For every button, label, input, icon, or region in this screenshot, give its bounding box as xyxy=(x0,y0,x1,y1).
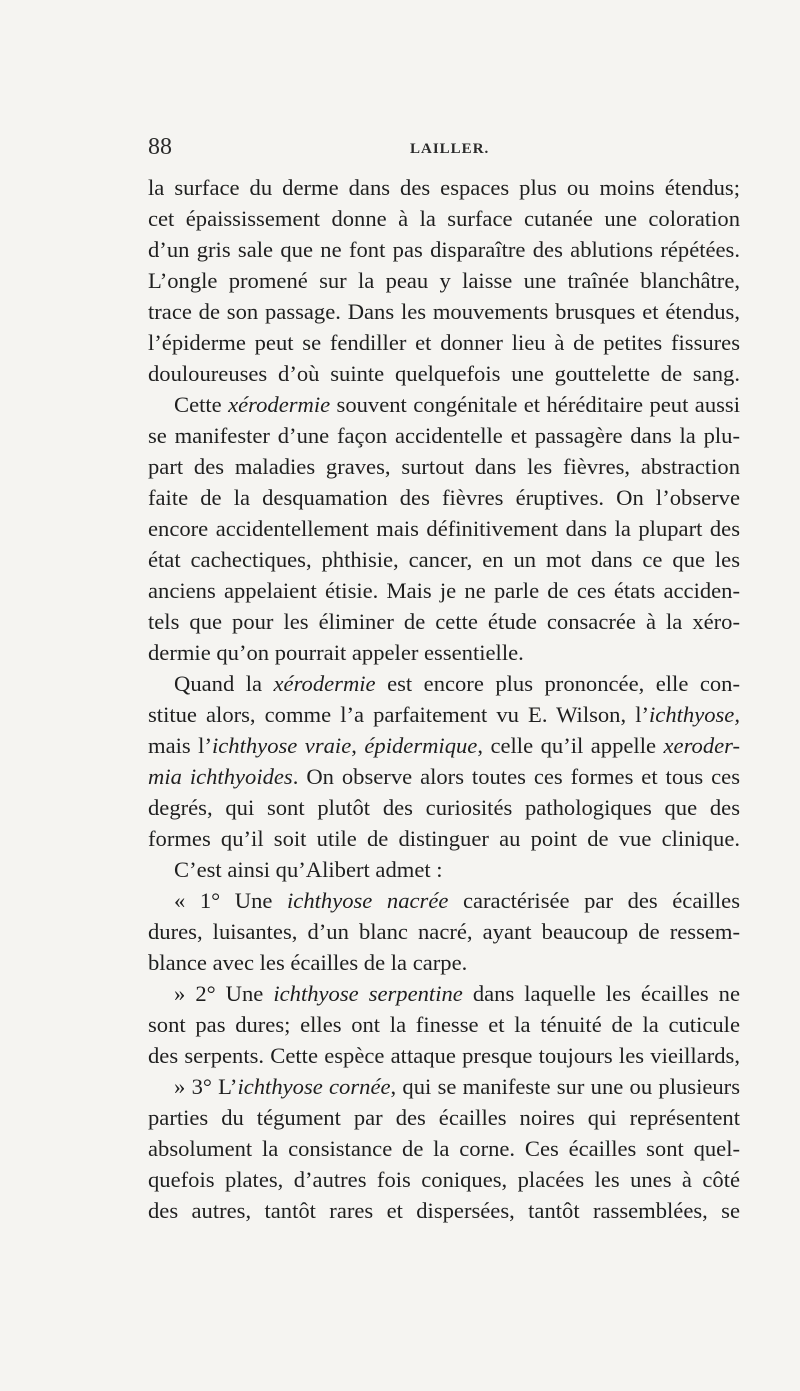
text-line: des serpents. Cette espèce attaque presque toujours les vieillards, xyxy=(148,1043,740,1068)
text-line: l’épiderme peut se fendiller et donner lieu à de petites fissures xyxy=(148,330,740,355)
running-head: LAILLER. xyxy=(410,141,490,157)
text-line xyxy=(148,885,740,916)
text-line: se manifester d’une façon accidentelle et passagère dans la plu- xyxy=(148,423,740,448)
text-line: la surface du derme dans des espaces plus ou moins étendus; xyxy=(148,175,740,200)
text-line: blance avec les écailles de la carpe. xyxy=(148,950,468,975)
text-segment: , xyxy=(351,733,365,758)
text-line: faite de la desquamation des fièvres éruptives. On l’observe xyxy=(148,485,740,510)
text-segment: Cette xyxy=(174,392,229,417)
text-line: tels que pour les éliminer de cette étude consacrée à la xéro- xyxy=(148,609,740,634)
text-line xyxy=(148,668,740,699)
text-segment: dans laquelle les écailles ne xyxy=(462,981,741,1006)
text-line: C’est ainsi qu’Alibert admet : xyxy=(174,857,443,882)
text-segment: « 1° Une xyxy=(174,888,288,913)
page-number: 88 xyxy=(148,134,172,160)
text-segment: » 2° Une xyxy=(174,981,274,1006)
italic-term: ichthyose cornée xyxy=(237,1074,391,1099)
text-segment: , celle qu’il appelle xyxy=(477,733,664,758)
text-line: parties du tégument par des écailles noires qui représentent xyxy=(148,1105,740,1130)
italic-term: xérodermie xyxy=(228,392,331,417)
italic-term: épidermique xyxy=(364,733,478,758)
text-segment: stitue alors, comme l’a parfaitement vu E. Wilson, l’ xyxy=(148,702,650,727)
text-line xyxy=(148,699,740,730)
text-segment: est encore plus prononcée, elle con- xyxy=(375,671,740,696)
text-line: part des maladies graves, surtout dans les fièvres, abstraction xyxy=(148,454,740,479)
text-segment: » 3° L’ xyxy=(174,1074,238,1099)
text-line xyxy=(148,978,740,1009)
text-line: encore accidentellement mais définitivement dans la plupart des xyxy=(148,516,740,541)
text-line: absolument la consistance de la corne. Ces écailles sont quel- xyxy=(148,1136,740,1161)
text-line xyxy=(148,730,740,761)
text-line: cet épaississement donne à la surface cutanée une coloration xyxy=(148,206,740,231)
text-segment: souvent congénitale et héréditaire peut aussi xyxy=(330,392,740,417)
text-line: état cachectiques, phthisie, cancer, en un mot dans ce que les xyxy=(148,547,740,572)
text-segment: . On observe alors toutes ces formes et tous ces xyxy=(292,764,741,789)
body-text xyxy=(148,172,740,1226)
text-line: trace de son passage. Dans les mouvements brusques et étendus, xyxy=(148,299,740,324)
italic-term: xeroder- xyxy=(663,733,741,758)
text-line xyxy=(148,389,740,420)
text-line xyxy=(148,761,740,792)
text-line: sont pas dures; elles ont la finesse et la ténuité de la cuticule xyxy=(148,1012,740,1037)
italic-term: mia ichthyoides xyxy=(148,764,293,789)
text-line: formes qu’il soit utile de distinguer au point de vue clinique. xyxy=(148,826,740,851)
text-line: degrés, qui sont plutôt des curiosités pathologiques que des xyxy=(148,795,740,820)
text-segment: , qui se manifeste sur une ou plusieurs xyxy=(390,1074,740,1099)
text-line: d’un gris sale que ne font pas disparaître des ablutions répétées. xyxy=(148,237,740,262)
text-segment: Quand la xyxy=(174,671,274,696)
italic-term: xérodermie xyxy=(273,671,376,696)
text-line xyxy=(148,1071,740,1102)
text-line: quefois plates, d’autres fois coniques, placées les unes à côté xyxy=(148,1167,740,1192)
italic-term: ichthyose nacrée xyxy=(287,888,449,913)
italic-term: ichthyose, xyxy=(649,702,740,727)
italic-term: ichthyose vraie xyxy=(211,733,352,758)
text-line: dermie qu’on pourrait appeler essentielle. xyxy=(148,640,524,665)
page-header xyxy=(148,134,740,164)
text-line: anciens appelaient étisie. Mais je ne parle de ces états acciden- xyxy=(148,578,740,603)
text-line: dures, luisantes, d’un blanc nacré, ayant beaucoup de ressem- xyxy=(148,919,740,944)
text-segment: mais l’ xyxy=(148,733,212,758)
text-line: douloureuses d’où suinte quelquefois une gouttelette de sang. xyxy=(148,361,740,386)
italic-term: ichthyose serpentine xyxy=(273,981,463,1006)
text-line: des autres, tantôt rares et dispersées, tantôt rassemblées, se xyxy=(148,1198,740,1223)
text-segment: caractérisée par des écailles xyxy=(448,888,740,913)
text-line: L’ongle promené sur la peau y laisse une traînée blanchâtre, xyxy=(148,268,740,293)
